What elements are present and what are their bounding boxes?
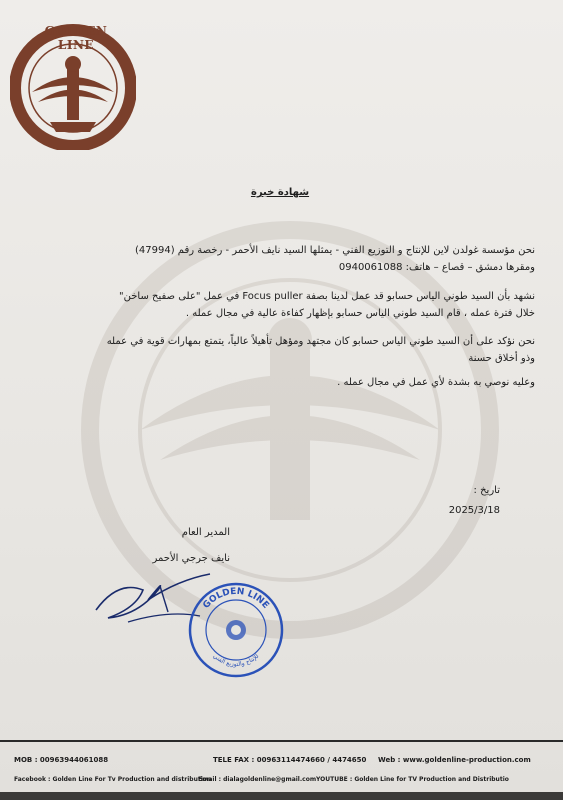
text-line: وذو أخلاق حسنة [468, 353, 535, 364]
footer-tel-fax: TELE FAX : 00963114474660 / 4474650 [213, 756, 367, 764]
text-line: نحن مؤسسة غولدن لاين للإنتاج و التوزيع الفني - يمثلها السيد نايف الأحمر - رخصة رقم (47994) [135, 245, 535, 256]
svg-text:GOLDEN LINE: GOLDEN LINE [201, 586, 271, 611]
logo-wordmark: GOLDEN LINE [44, 24, 108, 52]
footer-divider [0, 740, 563, 742]
footer-email: Email : dialagoldenline@gmail.com [198, 776, 317, 783]
date-value: 2025/3/18 [448, 505, 500, 516]
footer-mobile: MOB : 00963944061088 [14, 756, 109, 764]
signatory-name: نايف جرجي الأحمر [152, 553, 230, 564]
paragraph-qualification [35, 333, 535, 367]
paragraph-testimony [35, 288, 535, 322]
text-line: ومقرها دمشق – قصاع – هاتف: 0940061088 [338, 262, 535, 273]
document-title: شهادة خبرة [250, 187, 310, 198]
paragraph-recommendation [35, 374, 535, 391]
date-label: تاريخ : [473, 485, 500, 496]
footer-youtube: YOUTUBE : Golden Line for TV Production and Distributio [316, 776, 509, 783]
text-line: وعليه نوصي به بشدة لأي عمل في مجال عمله . [337, 377, 535, 388]
date-block [380, 481, 500, 521]
footer-website: Web : www.goldenline-production.com [378, 756, 531, 764]
text-line: نحن نؤكد على أن السيد طوني الياس حسابو كان مجتهد ومؤهل تأهيلاً عالياً، يتمتع بمهارات قوية في عمله [106, 336, 535, 347]
text-line: خلال فترة عمله ، قام السيد طوني الياس حسابو بإظهار كفاءة عالية في مجال عمله . [185, 308, 535, 319]
paragraph-company-intro [35, 242, 535, 276]
company-stamp-icon [186, 580, 286, 680]
svg-text:للإنتاج والتوزيع الفني: للإنتاج والتوزيع الفني [211, 652, 261, 669]
page-bottom-edge [0, 792, 563, 800]
signatory-title: المدير العام [181, 527, 230, 538]
footer-facebook: Facebook : Golden Line For Tv Production and distribution [14, 776, 212, 783]
text-line: نشهد بأن السيد طوني الياس حسابو قد عمل لدينا بصفة Focus puller في عمل "على صفيح ساخن" [119, 291, 535, 302]
